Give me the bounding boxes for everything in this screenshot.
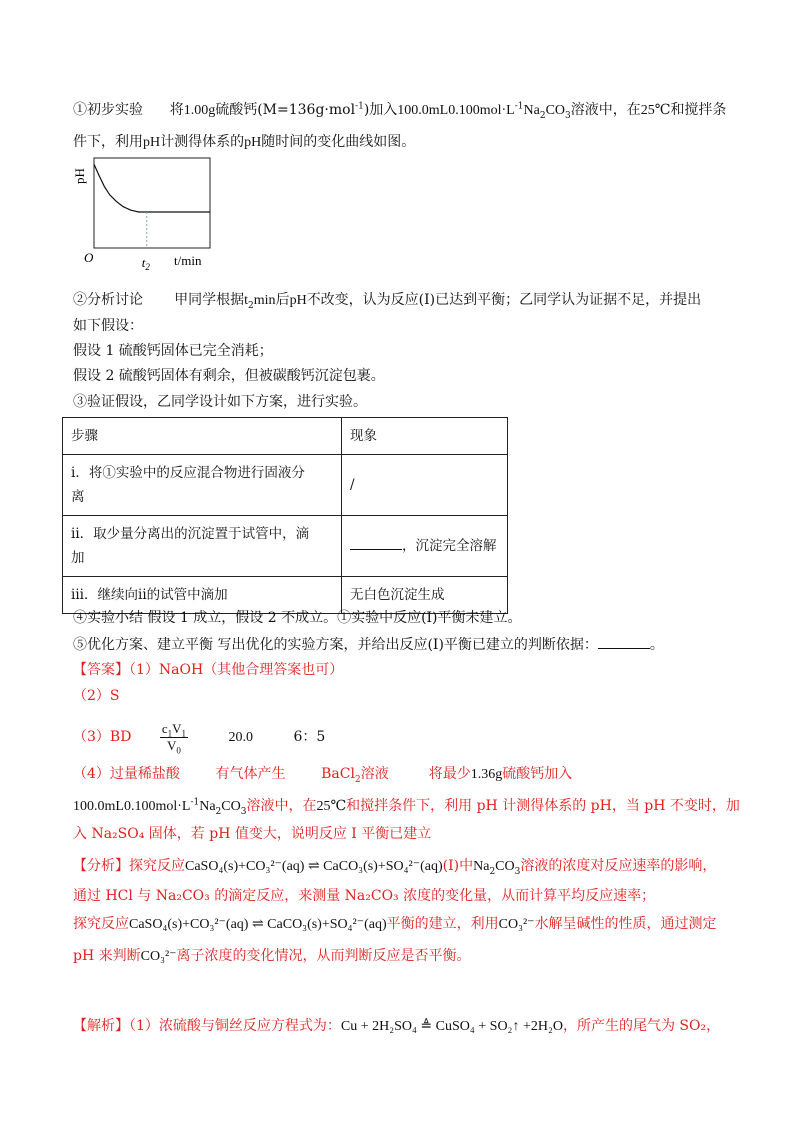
answer-4-c: BaCl [321, 766, 355, 782]
analysis-l3-a: 探究反应 [73, 916, 129, 932]
step-1-b: 离 [71, 489, 85, 505]
intro-line2-a: 件下，利用 [73, 134, 143, 150]
answer-4-e: 硫酸钙加入 [502, 766, 573, 782]
solution-text-a: （1）浓硫酸与铜丝反应方程式为： [129, 1018, 341, 1034]
den-sub: 0 [176, 745, 181, 756]
answer-3-val2: 6：5 [293, 729, 326, 745]
intro-ph: pH [143, 135, 161, 150]
num-v: V [172, 720, 182, 736]
table-cell-step: ⅲ．继续向ⅱ的试管中滴加 [63, 577, 342, 614]
table-header-row [63, 418, 508, 455]
analysis-l3-c: 水解呈碱性的性质，通过测定 [534, 916, 717, 932]
analysis-l4-co3: CO₃²⁻ [140, 949, 177, 964]
answer-line-4 [73, 764, 572, 785]
answer-line-1 [73, 660, 343, 680]
x-axis-label: t/min [174, 253, 202, 268]
intro-sub-3: 3 [565, 110, 571, 121]
table-header-result: 现象 [342, 418, 508, 455]
step-1-a: ⅰ．将①实验中的反应混合物进行固液分 [71, 465, 305, 481]
analysis-l4-b: 离子浓度的变化情况，从而判断反应是否平衡。 [176, 948, 471, 964]
answer-4-temp: 25℃ [316, 799, 347, 814]
table-header-step: 步骤 [63, 418, 342, 455]
intro-label: ①初步实验 [73, 102, 143, 118]
answer-4-exp: -1 [190, 797, 200, 808]
experiment-table [62, 417, 508, 614]
table-row [63, 516, 508, 577]
intro-text-e: 和搅拌条 [670, 102, 727, 118]
hypothesis-1: 假设 1 硫酸钙固体已完全消耗； [73, 343, 273, 359]
den-v: V [167, 737, 177, 753]
analysis-sub-3: 3 [514, 866, 521, 877]
analysis-l1-eq: CaSO₄(s)+CO₃²⁻(aq) ⇌ CaCO₃(s)+SO₄²⁻(aq) [185, 859, 443, 874]
analysis-l3-eq: CaSO₄(s)+CO₃²⁻(aq) ⇌ CaCO₃(s)+SO₄²⁻(aq) [129, 917, 387, 932]
discussion-min: min [253, 293, 276, 308]
solution-line [73, 1016, 720, 1037]
solution-tag: 【解析】 [73, 1018, 129, 1034]
summary-line: ④实验小结 假设 1 成立，假设 2 不成立。①实验中反应(Ⅰ)平衡未建立。 [73, 610, 522, 626]
discussion-t-sub: 2 [248, 300, 254, 311]
answer-3-prefix: （3）BD [73, 729, 132, 745]
answer-4-a: （4）过量稀盐酸 [73, 766, 180, 782]
intro-text-c: )加入 [363, 102, 398, 118]
analysis-l1-a: 探究反应 [129, 858, 185, 874]
answer-4-conc: 100.0mL0.100mol·L [73, 799, 191, 814]
answer-tag: 【答案】 [73, 662, 129, 678]
t2-label: $t_2$ [141, 255, 150, 272]
origin-label: O [84, 250, 94, 265]
intro-text-b: 硫酸钙(M=136g·mol [215, 102, 356, 118]
answer-4-mass: 1.36g [470, 767, 503, 782]
intro-line2-b: 计测得体系的 [160, 134, 245, 150]
answer-4-sub-2: 2 [215, 806, 222, 817]
intro-line-2 [73, 132, 415, 153]
analysis-line-2: 通过 HCl 与 Na₂CO₃ 的滴定反应，来测量 Na₂CO₃ 浓度的变化量，从而计算平均反应速率； [73, 888, 656, 904]
discussion-label: ②分析讨论 [73, 292, 143, 308]
answer-4-na: Na [199, 799, 216, 814]
analysis-l1-b: (Ⅰ)中 [442, 858, 474, 874]
ph-time-chart [72, 152, 220, 274]
intro-volume-conc: 100.0mL0.100mol·L [397, 103, 515, 118]
num-c: c [161, 720, 168, 736]
answer-line-3 [73, 720, 325, 755]
solution-text-b: ，所产生的尾气为 SO₂， [562, 1018, 721, 1034]
answer-4-sub-3: 3 [240, 806, 247, 817]
solution-eq: Cu + 2H₂SO₄ ≜ CuSO₄ + SO₂↑ +2H₂O [340, 1019, 563, 1034]
intro-ph-2: pH [244, 135, 262, 150]
answer-4-l2-c: 和搅拌条件下，利用 pH 计测得体系的 pH，当 pH 不变时，加 [346, 798, 740, 814]
answer-4-l2-b: 溶液中，在 [246, 798, 317, 814]
verify-line: ③验证假设，乙同学设计如下方案，进行实验。 [73, 394, 367, 410]
plot-frame [94, 158, 210, 248]
answer-blank [350, 535, 402, 550]
analysis-line-1 [73, 856, 716, 877]
analysis-co: CO [495, 859, 515, 874]
t2-label-sub: 2 [145, 262, 150, 272]
intro-sub-2: 2 [539, 110, 546, 121]
answer-fraction [160, 721, 188, 754]
intro-na: Na [523, 103, 540, 118]
discussion-ph: pH [289, 293, 307, 308]
analysis-l3-co3: CO₃²⁻ [498, 917, 535, 932]
intro-line2-c: 随时间的变化曲线如图。 [261, 134, 416, 150]
discussion-line-1 [73, 290, 701, 311]
answer-4-co: CO [221, 799, 241, 814]
discussion-t: t [244, 293, 249, 308]
analysis-l4-a: pH 来判断 [73, 948, 141, 964]
answer-4-b: 有气体产生 [215, 766, 286, 782]
answer-4-c-sub: 2 [354, 774, 361, 785]
intro-mass: 1.00g [183, 103, 216, 118]
analysis-line-3 [73, 914, 717, 935]
discussion-text-b: 后 [275, 292, 290, 308]
table-cell-result: 无白色沉淀生成 [342, 577, 508, 614]
step-2-b: 加 [71, 550, 85, 566]
step-2-result: ，沉淀完全溶解 [402, 538, 497, 554]
intro-temp: 25℃ [640, 103, 671, 118]
optimize-blank [598, 634, 650, 649]
analysis-sub-2: 2 [489, 866, 496, 877]
table-row [63, 455, 508, 516]
intro-exp-2: -1 [514, 101, 524, 112]
answer-4-c2: 溶液 [360, 766, 389, 782]
intro-exp: -1 [355, 101, 364, 112]
y-axis-label: pH [72, 168, 87, 184]
analysis-line-4 [73, 946, 471, 967]
analysis-na: Na [473, 859, 490, 874]
discussion-line-2: 如下假设： [73, 318, 143, 334]
answer-line-6: 入 Na₂SO₄ 固体，若 pH 值变大，说明反应 I 平衡已建立 [73, 826, 432, 842]
table-cell-result [342, 516, 508, 577]
intro-text-a: 将 [169, 102, 184, 118]
intro-co: CO [545, 103, 566, 118]
optimize-line [73, 634, 664, 655]
table-cell-result: / [342, 455, 508, 516]
optimize-text: ⑤优化方案、建立平衡 写出优化的实验方案，并给出反应(Ⅰ)平衡已建立的判断依据： [73, 637, 598, 653]
num-sub1: 1 [167, 728, 173, 739]
analysis-l3-b: 平衡的建立，利用 [386, 916, 499, 932]
intro-text-d: 溶液中，在 [570, 102, 641, 118]
num-sub2: 1 [181, 728, 187, 739]
analysis-l1-c: 溶液的浓度对反应速率的影响， [520, 858, 717, 874]
analysis-tag: 【分析】 [73, 858, 129, 874]
step-2-a: ⅱ．取少量分离出的沉淀置于试管中，滴 [71, 526, 310, 542]
table-cell-step [63, 516, 342, 577]
fraction-numerator [160, 721, 188, 738]
answer-3-val1: 20.0 [228, 730, 253, 745]
fraction-denominator [160, 738, 188, 754]
table-cell-step [63, 455, 342, 516]
answer-4-d: 将最少 [428, 766, 471, 782]
discussion-text-a: 甲同学根据 [174, 292, 245, 308]
intro-line-1 [73, 100, 726, 121]
answer-1: （1）NaOH（其他合理答案也可） [129, 662, 344, 678]
ph-curve [94, 164, 210, 212]
answer-2: （2）S [73, 688, 120, 704]
discussion-text-c: 不改变，认为反应(Ⅰ)已达到平衡；乙同学认为证据不足，并提出 [306, 292, 702, 308]
optimize-end: 。 [649, 637, 664, 653]
hypothesis-2: 假设 2 硫酸钙固体有剩余，但被碳酸钙沉淀包裹。 [73, 368, 385, 384]
answer-line-5 [73, 796, 740, 817]
